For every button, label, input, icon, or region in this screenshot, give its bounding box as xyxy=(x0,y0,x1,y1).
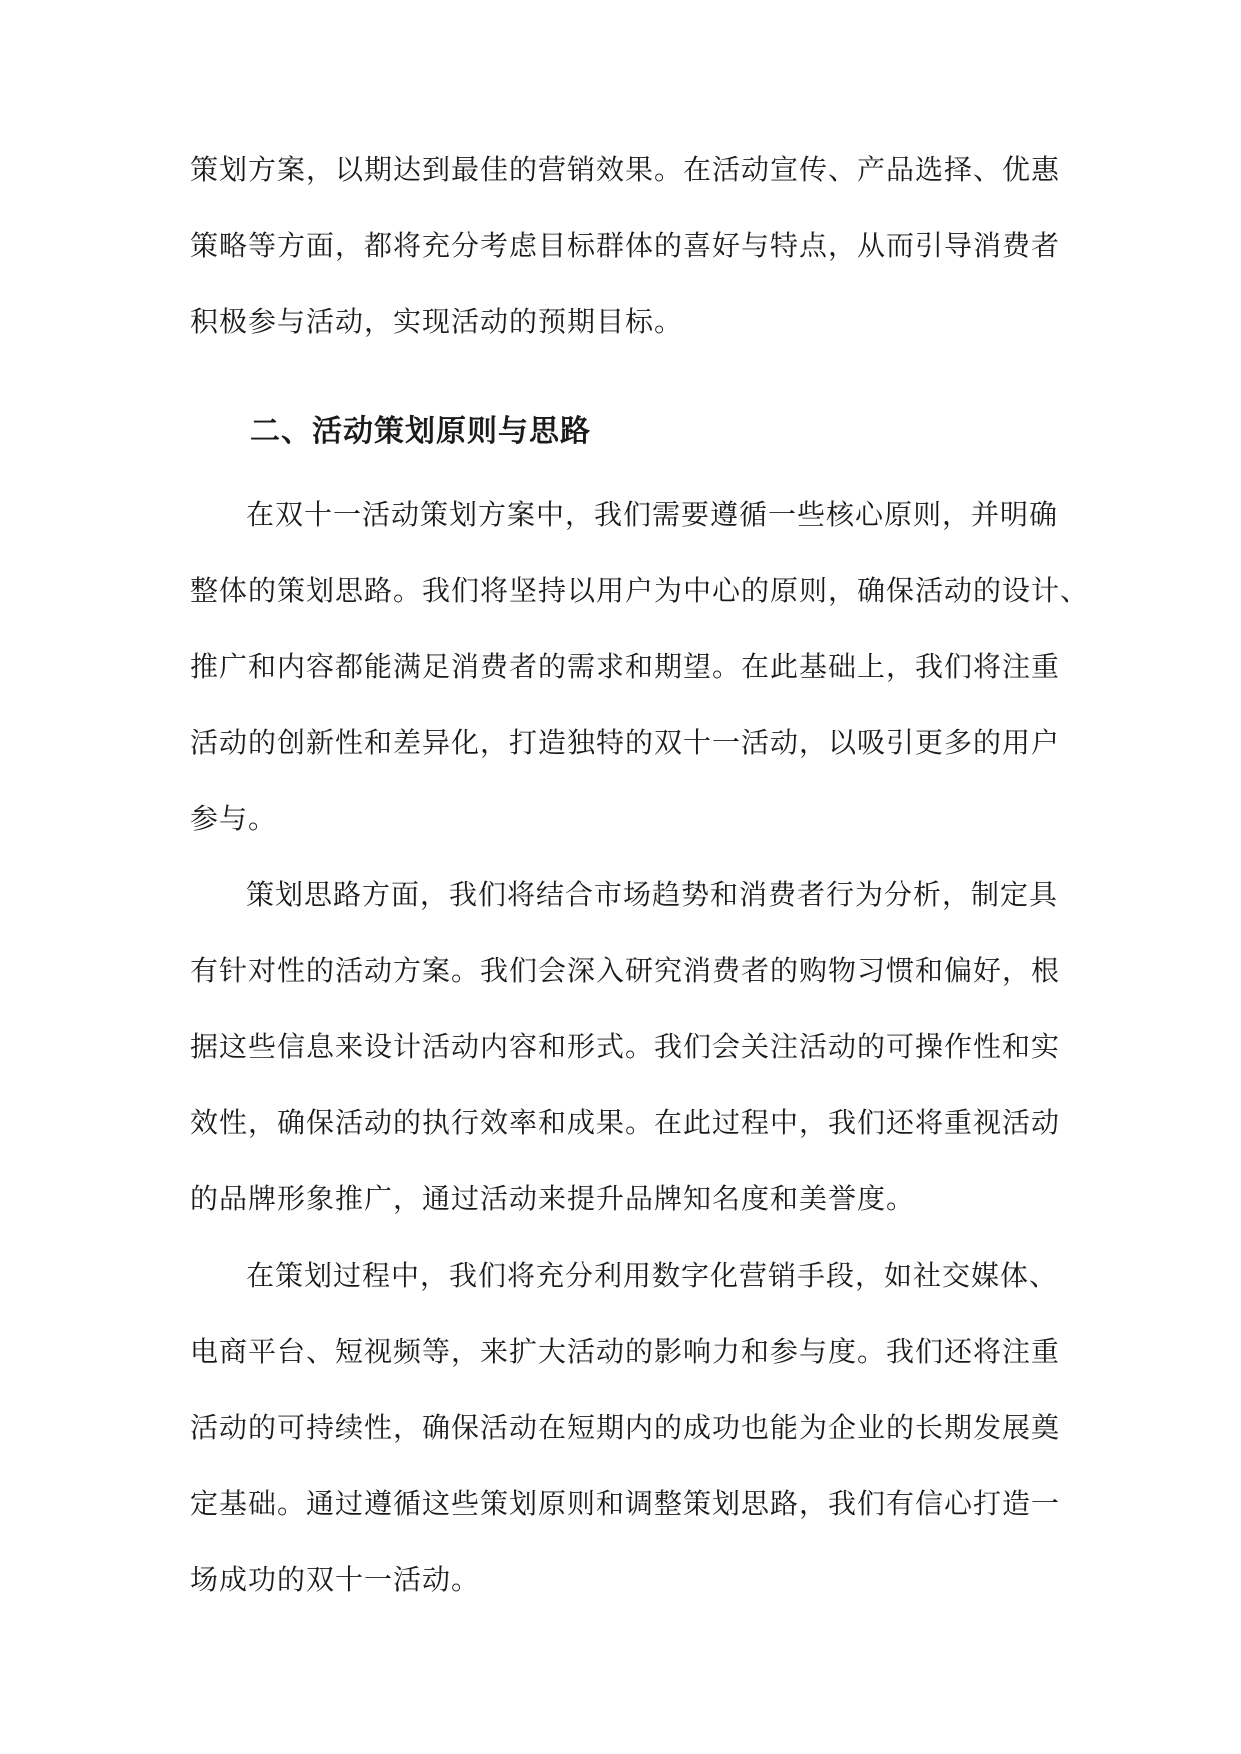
text-line: 策略等方面，都将充分考虑目标群体的喜好与特点，从而引导消费者 xyxy=(190,229,1061,262)
text-line: 策划思路方面，我们将结合市场趋势和消费者行为分析，制定具 xyxy=(246,878,1059,911)
text-line: 在策划过程中，我们将充分利用数字化营销手段，如社交媒体、 xyxy=(246,1259,1059,1292)
text-line: 活动的创新性和差异化，打造独特的双十一活动，以吸引更多的用户 xyxy=(190,726,1061,759)
section-heading: 二、活动策划原则与思路 xyxy=(250,414,591,449)
text-line: 推广和内容都能满足消费者的需求和期望。在此基础上，我们将注重 xyxy=(190,650,1061,683)
text-line: 效性，确保活动的执行效率和成果。在此过程中，我们还将重视活动 xyxy=(190,1106,1061,1139)
text-line: 活动的可持续性，确保活动在短期内的成功也能为企业的长期发展奠 xyxy=(190,1411,1061,1444)
text-line: 有针对性的活动方案。我们会深入研究消费者的购物习惯和偏好，根 xyxy=(190,954,1061,987)
text-line: 在双十一活动策划方案中，我们需要遵循一些核心原则，并明确 xyxy=(246,498,1059,531)
text-line: 定基础。通过遵循这些策划原则和调整策划思路，我们有信心打造一 xyxy=(190,1487,1061,1520)
text-line: 积极参与活动，实现活动的预期目标。 xyxy=(190,305,684,338)
text-line: 策划方案，以期达到最佳的营销效果。在活动宣传、产品选择、优惠 xyxy=(190,153,1061,186)
text-line: 参与。 xyxy=(190,802,278,835)
text-line: 整体的策划思路。我们将坚持以用户为中心的原则，确保活动的设计、 xyxy=(190,574,1090,607)
text-line: 的品牌形象推广，通过活动来提升品牌知名度和美誉度。 xyxy=(190,1182,916,1215)
text-line: 场成功的双十一活动。 xyxy=(190,1563,481,1596)
text-line: 电商平台、短视频等，来扩大活动的影响力和参与度。我们还将注重 xyxy=(190,1335,1061,1368)
text-line: 据这些信息来设计活动内容和形式。我们会关注活动的可操作性和实 xyxy=(190,1030,1061,1063)
